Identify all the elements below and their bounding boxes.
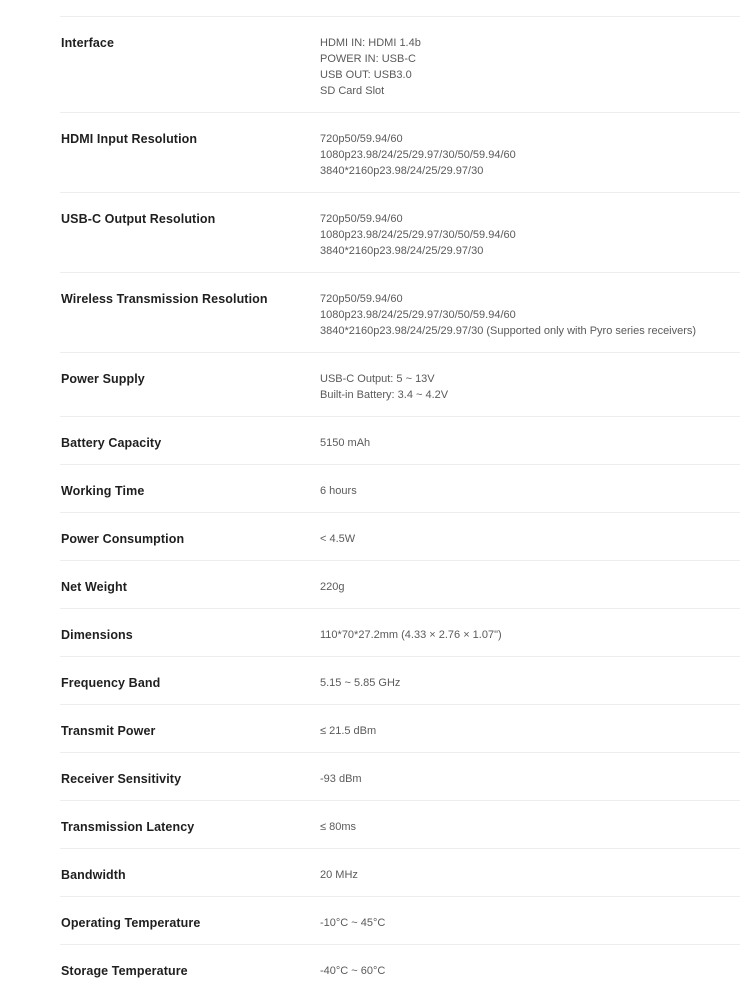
spec-table xyxy=(60,16,740,992)
spec-row xyxy=(60,352,740,416)
spec-row xyxy=(60,704,740,752)
spec-value-line: HDMI IN: HDMI 1.4b xyxy=(320,37,421,49)
spec-value-line: 220g xyxy=(320,581,345,593)
spec-label: Receiver Sensitivity xyxy=(61,772,182,786)
spec-label: Net Weight xyxy=(61,580,128,594)
spec-label: USB-C Output Resolution xyxy=(61,212,216,226)
spec-row xyxy=(60,16,740,112)
spec-value-line: 3840*2160p23.98/24/25/29.97/30 xyxy=(320,245,484,257)
spec-row xyxy=(60,192,740,272)
spec-label: Transmit Power xyxy=(61,724,156,738)
spec-row xyxy=(60,896,740,944)
spec-values xyxy=(320,963,740,979)
spec-value-line: 720p50/59.94/60 xyxy=(320,293,403,305)
spec-value-line: 110*70*27.2mm (4.33 × 2.76 × 1.07") xyxy=(320,629,502,641)
spec-value-line: ≤ 21.5 dBm xyxy=(320,725,377,737)
spec-value-line: 1080p23.98/24/25/29.97/30/50/59.94/60 xyxy=(320,309,516,321)
spec-value-line: USB-C Output: 5 ~ 13V xyxy=(320,373,435,385)
spec-value-line: < 4.5W xyxy=(320,533,356,545)
spec-values xyxy=(320,819,740,835)
spec-values xyxy=(320,531,740,547)
spec-values xyxy=(320,915,740,931)
spec-value-line: 1080p23.98/24/25/29.97/30/50/59.94/60 xyxy=(320,229,516,241)
spec-values xyxy=(320,627,740,643)
spec-label: Frequency Band xyxy=(61,676,161,690)
spec-label: Wireless Transmission Resolution xyxy=(61,292,268,306)
spec-values xyxy=(320,723,740,739)
spec-row xyxy=(60,848,740,896)
spec-value-line: -93 dBm xyxy=(320,773,362,785)
spec-value-line: 5.15 ~ 5.85 GHz xyxy=(320,677,401,689)
spec-values xyxy=(320,867,740,883)
spec-values xyxy=(320,291,740,339)
spec-row xyxy=(60,464,740,512)
spec-value-line: 6 hours xyxy=(320,485,357,497)
spec-values xyxy=(320,35,740,99)
spec-value-line: 720p50/59.94/60 xyxy=(320,213,403,225)
spec-row xyxy=(60,656,740,704)
spec-value-line: USB OUT: USB3.0 xyxy=(320,69,412,81)
spec-label: Power Consumption xyxy=(61,532,185,546)
spec-label: Working Time xyxy=(61,484,145,498)
spec-values xyxy=(320,435,740,451)
spec-value-line: 1080p23.98/24/25/29.97/30/50/59.94/60 xyxy=(320,149,516,161)
spec-values xyxy=(320,675,740,691)
spec-value-line: 720p50/59.94/60 xyxy=(320,133,403,145)
spec-label: Operating Temperature xyxy=(61,916,201,930)
spec-value-line: 20 MHz xyxy=(320,869,358,881)
spec-row xyxy=(60,560,740,608)
spec-value-line: Built-in Battery: 3.4 ~ 4.2V xyxy=(320,389,449,401)
spec-label: Storage Temperature xyxy=(61,964,188,978)
spec-row xyxy=(60,112,740,192)
spec-label: Transmission Latency xyxy=(61,820,195,834)
spec-label: Interface xyxy=(61,36,115,50)
spec-value-line: 3840*2160p23.98/24/25/29.97/30 (Supported only with Pyro series receivers) xyxy=(320,325,697,337)
spec-page xyxy=(0,16,740,996)
spec-row xyxy=(60,800,740,848)
spec-value-line: ≤ 80ms xyxy=(320,821,356,833)
spec-row xyxy=(60,608,740,656)
spec-values xyxy=(320,771,740,787)
spec-row xyxy=(60,416,740,464)
spec-values xyxy=(320,371,740,403)
spec-row xyxy=(60,272,740,352)
spec-label: Bandwidth xyxy=(61,868,126,882)
spec-values xyxy=(320,483,740,499)
spec-label: Battery Capacity xyxy=(61,436,162,450)
spec-value-line: -10°C ~ 45°C xyxy=(320,917,386,929)
spec-value-line: SD Card Slot xyxy=(320,85,385,97)
spec-values xyxy=(320,131,740,179)
spec-values xyxy=(320,579,740,595)
spec-value-line: 5150 mAh xyxy=(320,437,371,449)
spec-row xyxy=(60,512,740,560)
spec-label: Power Supply xyxy=(61,372,145,386)
spec-label: Dimensions xyxy=(61,628,133,642)
spec-value-line: POWER IN: USB-C xyxy=(320,53,416,65)
spec-label: HDMI Input Resolution xyxy=(61,132,198,146)
spec-values xyxy=(320,211,740,259)
spec-row xyxy=(60,752,740,800)
spec-row xyxy=(60,944,740,992)
spec-value-line: 3840*2160p23.98/24/25/29.97/30 xyxy=(320,165,484,177)
spec-value-line: -40°C ~ 60°C xyxy=(320,965,386,977)
